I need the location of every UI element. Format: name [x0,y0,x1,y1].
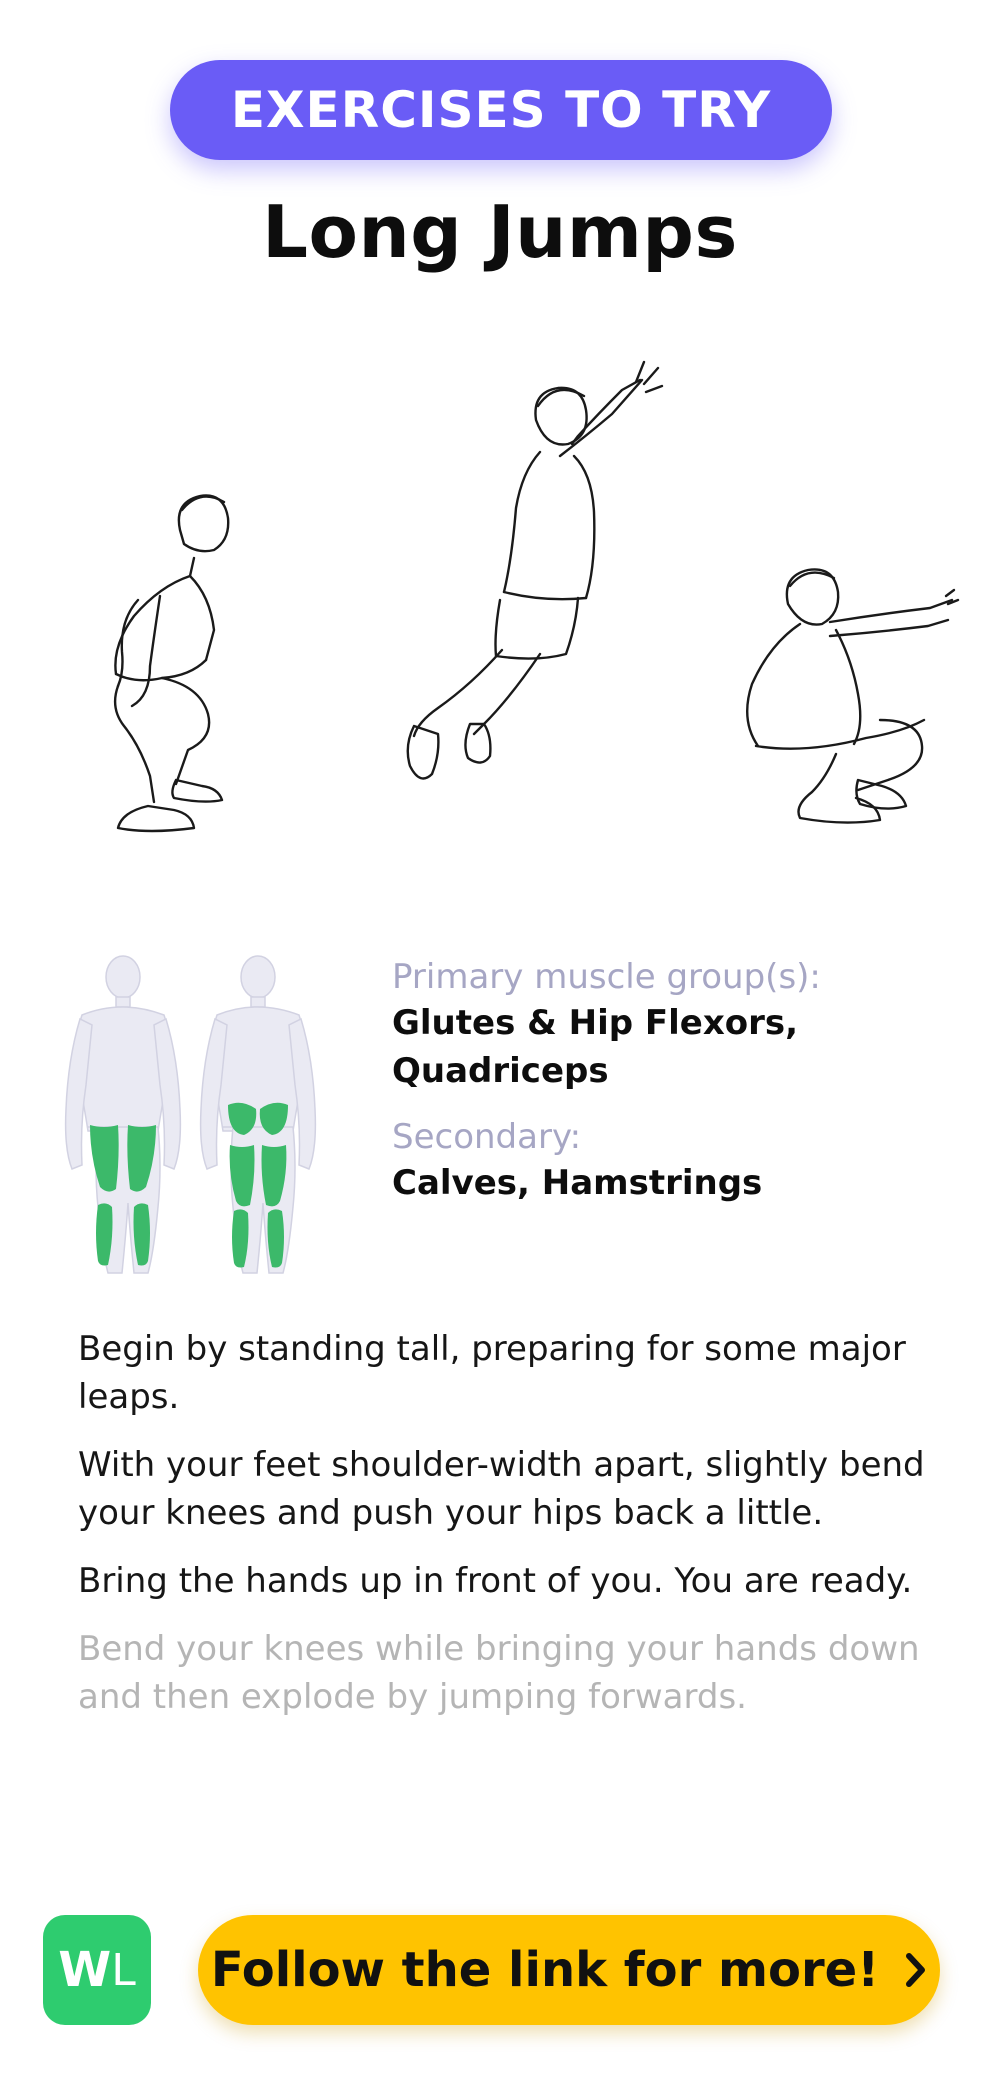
body-back [201,956,316,1273]
secondary-muscle-label: Secondary: [392,1117,582,1157]
exercises-badge-label: EXERCISES TO TRY [230,81,772,139]
chevron-right-icon [905,1952,927,1988]
instruction-step: With your feet shoulder-width apart, slightly bend your knees and push your hips back a little. [78,1445,925,1533]
instruction-step: Bring the hands up in front of you. You are ready. [78,1561,913,1601]
primary-muscle-label: Primary muscle group(s): [392,957,821,997]
logo-letter-l: L [111,1944,136,1996]
muscle-info [392,955,952,1207]
logo-letter-w: W [58,1942,112,1998]
instructions [78,1325,938,1741]
text-fade-overlay [0,1745,1000,1835]
figure-crouch [115,495,228,831]
wl-logo[interactable] [43,1915,151,2025]
secondary-muscle-value: Calves, Hamstrings [392,1163,763,1203]
follow-link-button[interactable] [198,1915,940,2025]
exercises-badge [170,60,832,160]
exercise-title: Long Jumps [262,190,738,274]
figure-land [747,569,958,822]
instruction-step: Bend your knees while bringing your hands down and then explode by jumping forwards. [78,1629,920,1717]
body-front [66,956,181,1273]
follow-link-label: Follow the link for more! [210,1942,880,1998]
exercise-illustration [40,360,960,880]
muscle-map [58,955,328,1280]
primary-muscle-value: Glutes & Hip Flexors, Quadriceps [392,1003,799,1091]
figure-jump [408,362,662,779]
instruction-step: Begin by standing tall, preparing for some major leaps. [78,1329,906,1417]
